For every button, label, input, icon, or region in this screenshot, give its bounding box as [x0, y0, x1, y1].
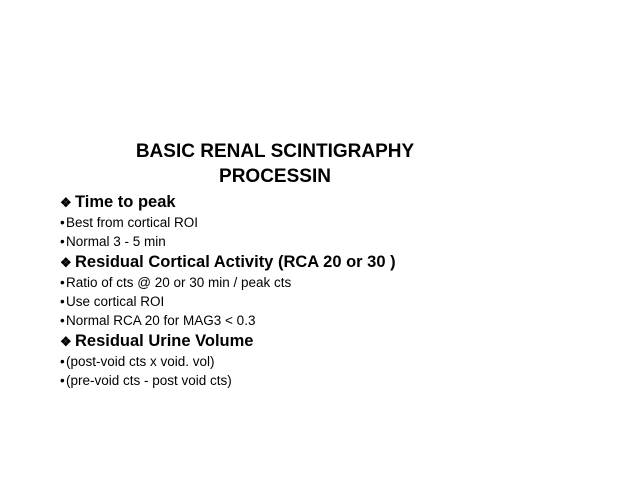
slide-body	[60, 191, 620, 390]
list-item: •Best from cortical ROI	[60, 215, 199, 230]
heading-text: Residual Cortical Activity (RCA 20 or 30 )	[75, 253, 396, 271]
bullet-dot-icon: •	[60, 294, 65, 309]
diamond-bullet-icon: ❖	[60, 194, 72, 210]
heading-text: Time to peak	[75, 193, 176, 211]
bullet-dot-icon: •	[60, 215, 65, 230]
list-item: •Ratio of cts @ 20 or 30 min / peak cts	[60, 275, 292, 290]
section-heading-time-to-peak	[60, 191, 620, 213]
bullet-dot-icon: •	[60, 373, 65, 388]
title-line-2: PROCESSIN	[219, 166, 331, 187]
section-heading-residual-urine-volume	[60, 330, 620, 352]
heading-text: Residual Urine Volume	[75, 332, 254, 350]
bullet-dot-icon: •	[60, 234, 65, 249]
list-item: •Normal 3 - 5 min	[60, 234, 166, 249]
diamond-bullet-icon: ❖	[60, 333, 72, 349]
list-item: •(post-void cts x void. vol)	[60, 354, 215, 369]
bullet-dot-icon: •	[60, 313, 65, 328]
bullet-dot-icon: •	[60, 275, 65, 290]
title-line-1: BASIC RENAL SCINTIGRAPHY	[135, 141, 415, 162]
list-item: •Normal RCA 20 for MAG3 < 0.3	[60, 313, 256, 328]
list-item: •Use cortical ROI	[60, 294, 165, 309]
list-item: •(pre-void cts - post void cts)	[60, 373, 232, 388]
bullet-dot-icon: •	[60, 354, 65, 369]
diamond-bullet-icon: ❖	[60, 254, 72, 270]
slide-title	[110, 139, 440, 189]
section-heading-residual-cortical-activity	[60, 251, 620, 273]
